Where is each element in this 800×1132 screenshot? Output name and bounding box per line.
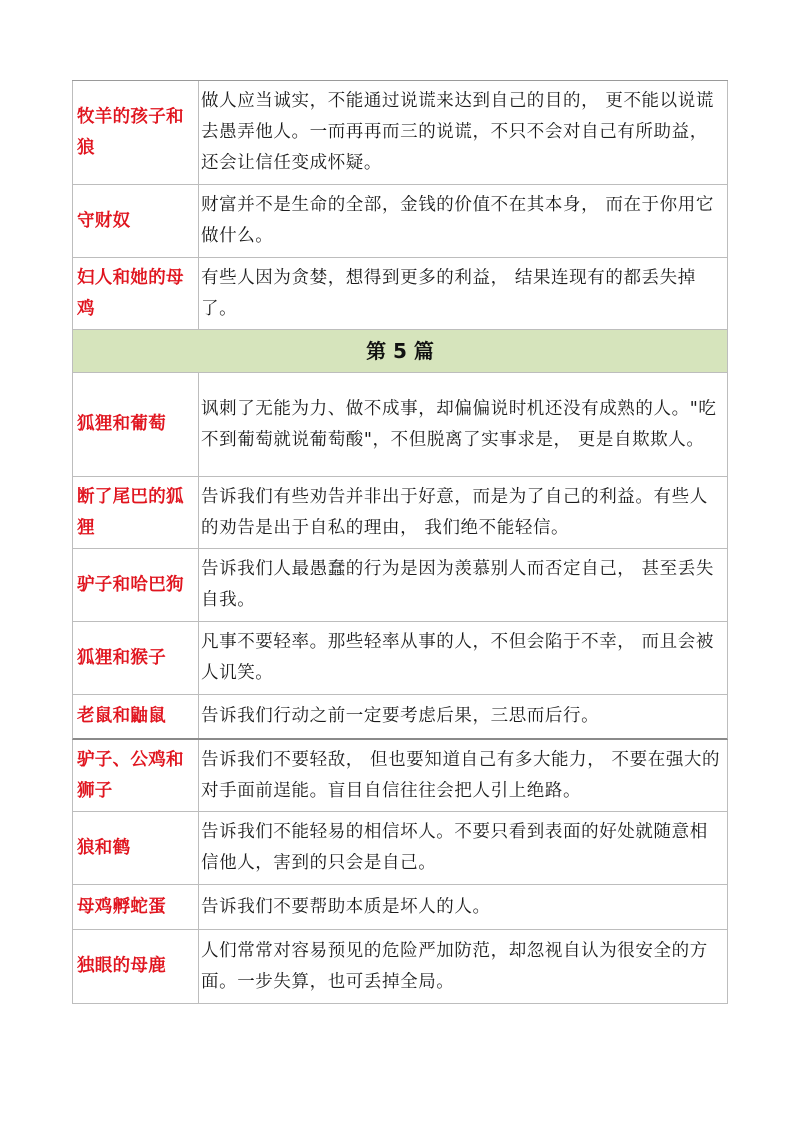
fable-title: 母鸡孵蛇蛋	[73, 885, 199, 929]
fable-moral: 做人应当诚实，不能通过说谎来达到自己的目的， 更不能以说谎去愚弄他人。一而再再而三的说谎，不只不会对自己有所助益，还会让信任变成怀疑。	[201, 91, 714, 173]
fable-title: 驴子和哈巴狗	[73, 549, 199, 621]
table-row	[72, 622, 728, 695]
fable-moral: 人们常常对容易预见的危险严加防范，却忽视自认为很安全的方面。一步失算，也可丢掉全局。	[201, 940, 708, 992]
fable-moral: 凡事不要轻率。那些轻率从事的人，不但会陷于不幸， 而且会被人讥笑。	[201, 632, 714, 683]
table-row	[72, 885, 728, 930]
fable-title: 驴子、公鸡和狮子	[73, 740, 199, 811]
table-row	[72, 81, 728, 185]
table-row	[72, 477, 728, 549]
fable-moral: 有些人因为贪婪，想得到更多的利益， 结果连现有的都丢失掉了。	[201, 267, 696, 319]
fable-title: 狐狸和葡萄	[73, 373, 199, 476]
table-row	[72, 185, 728, 258]
fable-title: 独眼的母鹿	[73, 930, 199, 1003]
table-row	[72, 373, 728, 477]
fable-title: 狼和鹤	[73, 812, 199, 884]
fable-title: 牧羊的孩子和狼	[73, 81, 199, 184]
table-row	[72, 930, 728, 1004]
table-row	[72, 549, 728, 622]
fable-title: 妇人和她的母鸡	[73, 258, 199, 329]
fable-moral: 告诉我们不能轻易的相信坏人。不要只看到表面的好处就随意相信他人，害到的只会是自己。	[201, 822, 708, 873]
table-row	[72, 695, 728, 740]
fable-moral: 财富并不是生命的全部，金钱的价值不在其本身， 而在于你用它做什么。	[201, 195, 714, 246]
fable-moral: 告诉我们人最愚蠢的行为是因为羡慕别人而否定自己， 甚至丢失自我。	[201, 559, 714, 610]
fable-moral: 告诉我们不要轻敌， 但也要知道自己有多大能力， 不要在强大的对手面前逞能。盲目自信往往会把人引上绝路。	[201, 749, 721, 801]
fable-moral: 告诉我们不要帮助本质是坏人的人。	[201, 896, 491, 917]
fable-title: 守财奴	[73, 185, 199, 257]
section-header: 第 5 篇	[72, 330, 728, 373]
fable-moral: 告诉我们行动之前一定要考虑后果，三思而后行。	[201, 706, 600, 726]
fable-moral: 告诉我们有些劝告并非出于好意，而是为了自己的利益。有些人的劝告是出于自私的理由， 我们绝不能轻信。	[201, 486, 708, 538]
table-row	[72, 740, 728, 812]
fable-title: 断了尾巴的狐狸	[73, 477, 199, 548]
fable-title: 老鼠和鼬鼠	[73, 695, 199, 738]
table-row	[72, 812, 728, 885]
table-row	[72, 258, 728, 330]
fable-moral: 讽刺了无能为力、做不成事，却偏偏说时机还没有成熟的人。"吃不到葡萄就说葡萄酸"，不但脱离了实事求是， 更是自欺欺人。	[201, 398, 717, 450]
fable-title: 狐狸和猴子	[73, 622, 199, 694]
fable-table	[72, 80, 728, 1004]
